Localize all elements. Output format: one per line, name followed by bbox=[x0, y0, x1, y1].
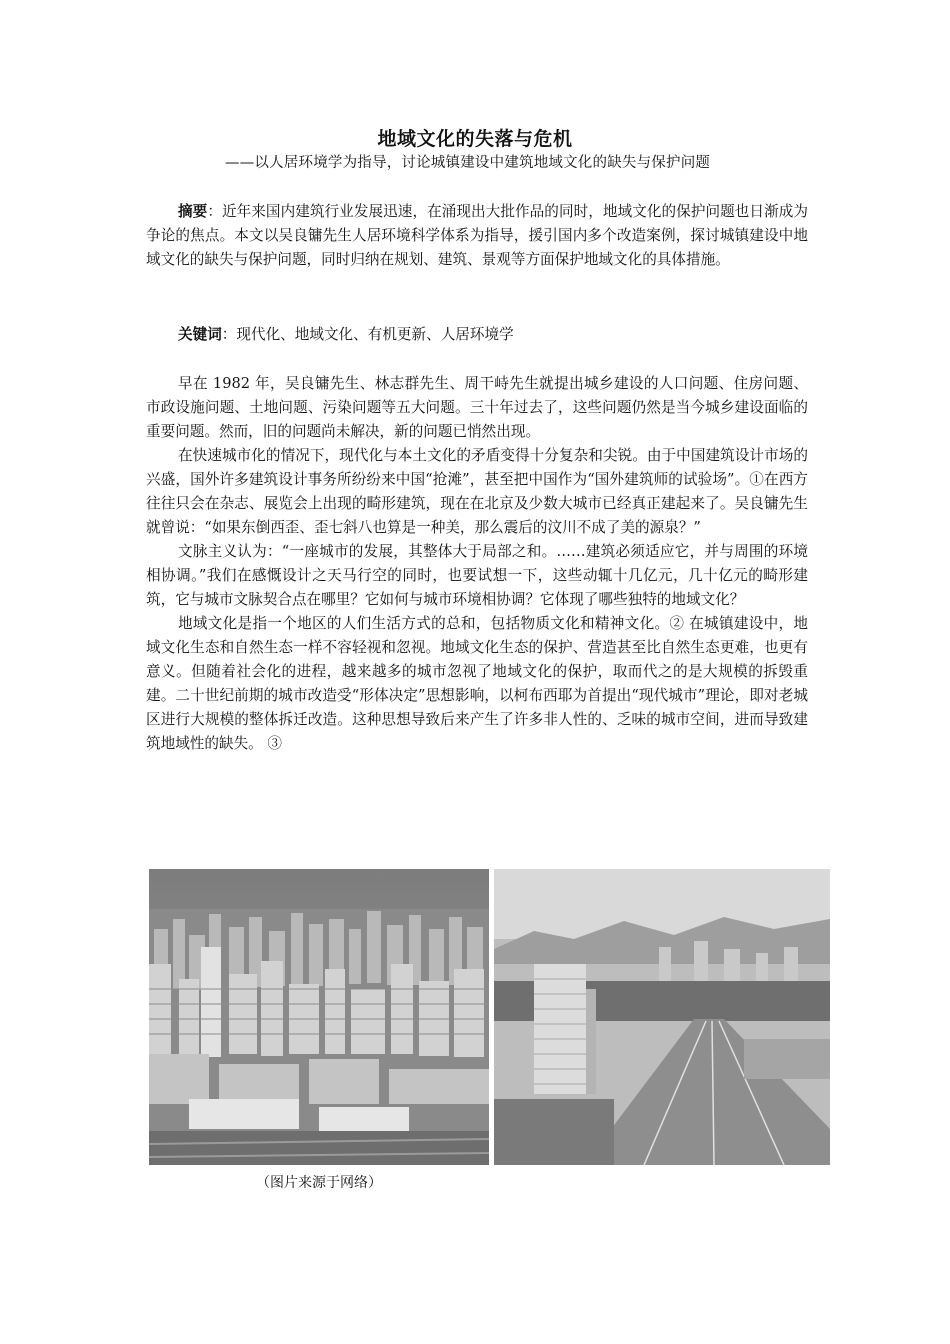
figure-caption: （图片来源于网络） bbox=[256, 1175, 382, 1191]
abstract-section bbox=[146, 200, 808, 272]
body-paragraph-2: 在快速城市化的情况下，现代化与本土文化的矛盾变得十分复杂和尖锐。由于中国建筑设计市场的兴盛，国外许多建筑设计事务所纷纷来中国“抢滩”，甚至把中国作为“国外建筑师的试验场”。①在西方往往只会在杂志、展览会上出现的畸形建筑，现在在北京及少数大城市已经真正建起来了。吴良镛先生就曾说：“如果东倒西歪、歪七斜八也算是一种美，那么震后的汶川不成了美的源泉？” bbox=[146, 447, 808, 536]
keywords-section bbox=[146, 323, 808, 347]
paper-subtitle: ——以人居环境学为指导，讨论城镇建设中建筑地域文化的缺失与保护问题 bbox=[225, 155, 711, 171]
city-avenue-photo-right bbox=[494, 869, 830, 1165]
keywords-label: 关键词 bbox=[178, 326, 222, 343]
abstract-label: 摘要 bbox=[178, 203, 208, 220]
body-text bbox=[146, 372, 808, 756]
abstract-text: ：近年来国内建筑行业发展迅速，在涌现出大批作品的同时，地域文化的保护问题也日渐成为争论的焦点。本文以吴良镛先生人居环境科学体系为指导，援引国内多个改造案例，探讨城镇建设中地域文化的缺失与保护问题，同时归纳在规划、建筑、景观等方面保护地域文化的具体措施。 bbox=[146, 203, 808, 268]
paper-title: 地域文化的失落与危机 bbox=[377, 128, 573, 150]
body-paragraph-1: 早在 1982 年，吴良镛先生、林志群先生、周干峙先生就提出城乡建设的人口问题、住房问题、市政设施问题、土地问题、污染问题等五大问题。三十年过去了，这些问题仍然是当今城乡建设面临的重要问题。然而，旧的问题尚未解决，新的问题已悄然出现。 bbox=[146, 375, 808, 440]
body-paragraph-4: 地域文化是指一个地区的人们生活方式的总和，包括物质文化和精神文化。② 在城镇建设中，地域文化生态和自然生态一样不容轻视和忽视。地域文化生态的保护、营造甚至比自然生态更难，也更有意义。但随着社会化的进程，越来越多的城市忽视了地域文化的保护，取而代之的是大规模的拆毁重建。二十世纪前期的城市改造受“形体决定”思想影响，以柯布西耶为首提出“现代城市”理论，即对老城区进行大规模的整体拆迁改造。这种思想导致后来产生了许多非人性的、乏味的城市空间，进而导致建筑地域性的缺失。 ③ bbox=[146, 615, 808, 752]
keywords-text: ：现代化、地域文化、有机更新、人居环境学 bbox=[221, 326, 514, 343]
body-paragraph-3: 文脉主义认为：“一座城市的发展，其整体大于局部之和。……建筑必须适应它，并与周围的环境相协调。”我们在感慨设计之天马行空的同时，也要试想一下，这些动辄十几亿元，几十亿元的畸形建筑，它与城市文脉契合点在哪里？它如何与城市环境相协调？它体现了哪些独特的地域文化？ bbox=[146, 543, 808, 608]
city-aerial-photo-left bbox=[149, 869, 489, 1165]
